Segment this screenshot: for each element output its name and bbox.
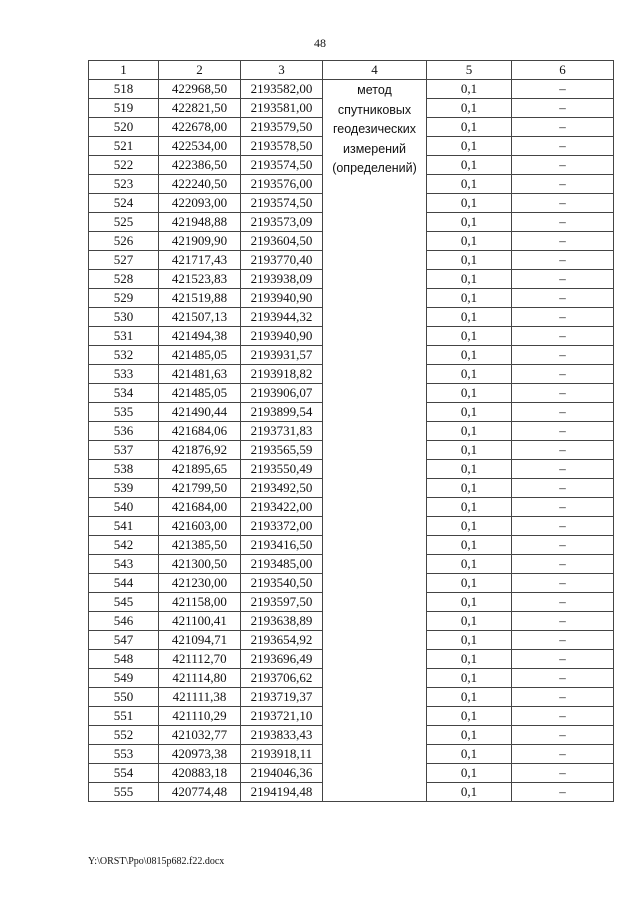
table-cell: 554 [89, 764, 159, 783]
table-cell: 520 [89, 118, 159, 137]
table-cell: – [512, 251, 614, 270]
header-cell: 6 [512, 61, 614, 80]
table-cell: 2193899,54 [241, 403, 323, 422]
table-cell: 2193696,49 [241, 650, 323, 669]
method-line: измерений [342, 141, 407, 156]
table-cell: 421490,44 [159, 403, 241, 422]
table-cell: 0,1 [427, 650, 512, 669]
table-cell: 0,1 [427, 726, 512, 745]
table-cell: 526 [89, 232, 159, 251]
table-cell: 421114,80 [159, 669, 241, 688]
table-cell: 550 [89, 688, 159, 707]
table-cell: 2193918,11 [241, 745, 323, 764]
table-cell: 540 [89, 498, 159, 517]
table-cell: – [512, 137, 614, 156]
table-cell: – [512, 479, 614, 498]
table-cell: 421481,63 [159, 365, 241, 384]
table-cell: 0,1 [427, 194, 512, 213]
table-cell: 0,1 [427, 498, 512, 517]
method-line: геодезических [332, 122, 416, 136]
table-cell: 2193833,43 [241, 726, 323, 745]
table-cell: 421158,00 [159, 593, 241, 612]
header-cell: 3 [241, 61, 323, 80]
table-cell: – [512, 156, 614, 175]
table-cell: 534 [89, 384, 159, 403]
table-cell: – [512, 308, 614, 327]
table-cell: 0,1 [427, 631, 512, 650]
table-cell: – [512, 194, 614, 213]
table-cell: – [512, 384, 614, 403]
table-cell: 422240,50 [159, 175, 241, 194]
coordinates-table [88, 60, 614, 802]
table-cell: 525 [89, 213, 159, 232]
table-cell: – [512, 745, 614, 764]
table-header-row [89, 61, 614, 80]
table-cell: – [512, 650, 614, 669]
table-cell: – [512, 175, 614, 194]
table-cell: 0,1 [427, 593, 512, 612]
table-cell: 548 [89, 650, 159, 669]
table-cell: 422534,00 [159, 137, 241, 156]
table-cell: 422386,50 [159, 156, 241, 175]
table-cell: 2193944,32 [241, 308, 323, 327]
table-cell: – [512, 612, 614, 631]
table-cell: – [512, 441, 614, 460]
table-cell: 2193918,82 [241, 365, 323, 384]
table-cell: – [512, 707, 614, 726]
method-line: (определений) [332, 161, 417, 175]
table-cell: 539 [89, 479, 159, 498]
table-cell: 532 [89, 346, 159, 365]
table-cell: – [512, 403, 614, 422]
table-cell: 0,1 [427, 384, 512, 403]
table-cell: 2193422,00 [241, 498, 323, 517]
table-cell: – [512, 555, 614, 574]
table-cell: – [512, 270, 614, 289]
table-cell: 555 [89, 783, 159, 802]
table-cell: – [512, 498, 614, 517]
table-cell: 420883,18 [159, 764, 241, 783]
table-cell: 0,1 [427, 308, 512, 327]
table-cell: 421112,70 [159, 650, 241, 669]
table-cell: 2193578,50 [241, 137, 323, 156]
table-cell: 2193597,50 [241, 593, 323, 612]
table-cell: 2193706,62 [241, 669, 323, 688]
table-cell: 0,1 [427, 80, 512, 99]
table-cell: 0,1 [427, 479, 512, 498]
table-cell: – [512, 460, 614, 479]
table-cell: 0,1 [427, 213, 512, 232]
table-cell: 2193654,92 [241, 631, 323, 650]
table-cell: 542 [89, 536, 159, 555]
table-cell: – [512, 764, 614, 783]
table-cell: 538 [89, 460, 159, 479]
table-cell: 2193721,10 [241, 707, 323, 726]
table-cell: 553 [89, 745, 159, 764]
table-cell: 421485,05 [159, 384, 241, 403]
table-cell: 527 [89, 251, 159, 270]
table-cell: 421519,88 [159, 289, 241, 308]
table-cell: 421494,38 [159, 327, 241, 346]
table-cell: 0,1 [427, 555, 512, 574]
table-cell: 551 [89, 707, 159, 726]
table-cell: 531 [89, 327, 159, 346]
table-cell: 421507,13 [159, 308, 241, 327]
table-cell: 2193372,00 [241, 517, 323, 536]
table-body [89, 80, 614, 802]
table-cell: – [512, 346, 614, 365]
table-cell: 421485,05 [159, 346, 241, 365]
table-cell: – [512, 365, 614, 384]
table-cell: 536 [89, 422, 159, 441]
table-cell: 543 [89, 555, 159, 574]
table-cell: 421230,00 [159, 574, 241, 593]
table-cell: 2193770,40 [241, 251, 323, 270]
table-cell: – [512, 783, 614, 802]
table-cell: 0,1 [427, 783, 512, 802]
table-cell: 421094,71 [159, 631, 241, 650]
table-cell: 421684,06 [159, 422, 241, 441]
header-cell: 4 [323, 61, 427, 80]
table-cell: 522 [89, 156, 159, 175]
table-cell: 2193638,89 [241, 612, 323, 631]
table-cell: – [512, 517, 614, 536]
page-number: 48 [314, 36, 326, 50]
table-cell: 421110,29 [159, 707, 241, 726]
table-cell: 0,1 [427, 270, 512, 289]
table-cell: 0,1 [427, 517, 512, 536]
table-cell: 0,1 [427, 346, 512, 365]
table-cell: 0,1 [427, 137, 512, 156]
table-cell: 420973,38 [159, 745, 241, 764]
table-cell: – [512, 213, 614, 232]
table-cell: 552 [89, 726, 159, 745]
table-cell: 0,1 [427, 232, 512, 251]
table-cell: 421032,77 [159, 726, 241, 745]
table-cell: 0,1 [427, 536, 512, 555]
table-cell: 537 [89, 441, 159, 460]
table-cell: – [512, 327, 614, 346]
table-cell: 0,1 [427, 422, 512, 441]
table-cell: 421111,38 [159, 688, 241, 707]
table-cell: 421909,90 [159, 232, 241, 251]
table-cell: 422093,00 [159, 194, 241, 213]
table-cell: 2193565,59 [241, 441, 323, 460]
table-cell: 2193540,50 [241, 574, 323, 593]
table-cell: 2194046,36 [241, 764, 323, 783]
table-cell: 421385,50 [159, 536, 241, 555]
header-cell: 2 [159, 61, 241, 80]
table-cell: 519 [89, 99, 159, 118]
table-cell: 421895,65 [159, 460, 241, 479]
table-cell: 523 [89, 175, 159, 194]
table-cell: 521 [89, 137, 159, 156]
table-cell: 2193731,83 [241, 422, 323, 441]
table-cell: 2193574,50 [241, 194, 323, 213]
table-cell: 544 [89, 574, 159, 593]
table-cell: 0,1 [427, 365, 512, 384]
table-cell: 421876,92 [159, 441, 241, 460]
table-cell: 535 [89, 403, 159, 422]
table-cell: 2193550,49 [241, 460, 323, 479]
table-cell: 2193574,50 [241, 156, 323, 175]
table-cell: 528 [89, 270, 159, 289]
method-line: спутниковых [337, 102, 412, 117]
table-cell: 2193604,50 [241, 232, 323, 251]
table-cell: 0,1 [427, 251, 512, 270]
table-cell: 0,1 [427, 745, 512, 764]
table-cell: 2193581,00 [241, 99, 323, 118]
table-cell: 0,1 [427, 289, 512, 308]
table-cell: 2193485,00 [241, 555, 323, 574]
table-row [89, 80, 614, 99]
table-cell: – [512, 289, 614, 308]
table-cell: – [512, 669, 614, 688]
table-cell: 533 [89, 365, 159, 384]
table-cell: 422678,00 [159, 118, 241, 137]
table-cell: 529 [89, 289, 159, 308]
table-cell: 2193582,00 [241, 80, 323, 99]
table-cell: 421603,00 [159, 517, 241, 536]
file-path-footer: Y:\ORST\Ppo\0815p682.f22.docx [88, 856, 225, 867]
table-cell: 421684,00 [159, 498, 241, 517]
table-cell: 421948,88 [159, 213, 241, 232]
table-cell: 0,1 [427, 156, 512, 175]
table-cell: 2193573,09 [241, 213, 323, 232]
table-cell: 0,1 [427, 403, 512, 422]
table-cell: 0,1 [427, 460, 512, 479]
table-cell: 421100,41 [159, 612, 241, 631]
table-cell: 421300,50 [159, 555, 241, 574]
table-cell: 2193492,50 [241, 479, 323, 498]
method-cell [323, 80, 427, 802]
table-cell: – [512, 726, 614, 745]
table-cell: 0,1 [427, 175, 512, 194]
table-cell: 0,1 [427, 441, 512, 460]
table-cell: 0,1 [427, 612, 512, 631]
table-cell: – [512, 574, 614, 593]
table-cell: 0,1 [427, 574, 512, 593]
header-cell: 5 [427, 61, 512, 80]
table-cell: 421717,43 [159, 251, 241, 270]
table-cell: 2193579,50 [241, 118, 323, 137]
table-cell: 0,1 [427, 669, 512, 688]
table-cell: 0,1 [427, 327, 512, 346]
table-cell: 0,1 [427, 764, 512, 783]
table-cell: 2193940,90 [241, 327, 323, 346]
table-cell: 549 [89, 669, 159, 688]
table-cell: – [512, 536, 614, 555]
table-cell: 2193906,07 [241, 384, 323, 403]
table-cell: 2193931,57 [241, 346, 323, 365]
table-cell: 530 [89, 308, 159, 327]
table-cell: – [512, 688, 614, 707]
table-cell: 546 [89, 612, 159, 631]
method-line: метод [357, 83, 392, 97]
table-cell: – [512, 118, 614, 137]
table-cell: 421523,83 [159, 270, 241, 289]
table-cell: 422968,50 [159, 80, 241, 99]
table-cell: 2193938,09 [241, 270, 323, 289]
table-cell: – [512, 80, 614, 99]
table-cell: 545 [89, 593, 159, 612]
table-cell: 0,1 [427, 707, 512, 726]
table-cell: – [512, 422, 614, 441]
table-cell: 541 [89, 517, 159, 536]
table-cell: 2194194,48 [241, 783, 323, 802]
table-cell: 421799,50 [159, 479, 241, 498]
table-cell: 2193576,00 [241, 175, 323, 194]
table-cell: 420774,48 [159, 783, 241, 802]
table-cell: 518 [89, 80, 159, 99]
table-cell: – [512, 593, 614, 612]
table-cell: – [512, 631, 614, 650]
table-cell: 524 [89, 194, 159, 213]
table-cell: 547 [89, 631, 159, 650]
table-cell: 2193940,90 [241, 289, 323, 308]
table-cell: – [512, 99, 614, 118]
table-cell: – [512, 232, 614, 251]
table-cell: 0,1 [427, 118, 512, 137]
table-cell: 2193416,50 [241, 536, 323, 555]
table-cell: 422821,50 [159, 99, 241, 118]
table-cell: 0,1 [427, 688, 512, 707]
table-cell: 2193719,37 [241, 688, 323, 707]
header-cell: 1 [89, 61, 159, 80]
table-cell: 0,1 [427, 99, 512, 118]
